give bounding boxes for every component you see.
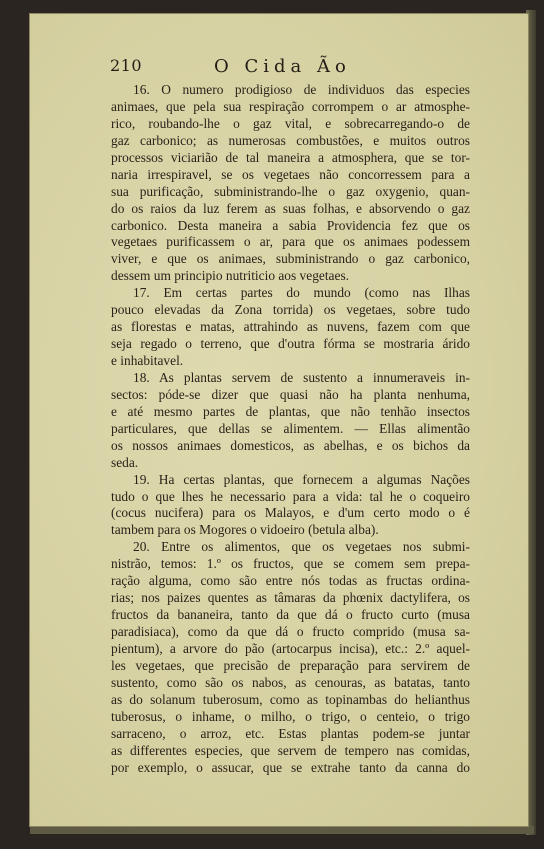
text-line: paradisiaca), como da que dá o fructo comprido (musa sa- <box>111 624 470 639</box>
text-line: e inhabitavel. <box>111 353 184 368</box>
text-line: e até mesmo partes de plantas, que não tenhão insectos <box>111 403 470 419</box>
text-line: seja regado o terreno, que d'outra fórma se mostraria árido <box>111 336 470 352</box>
page-number: 210 <box>110 56 143 75</box>
text-line: naria irrespiravel, se os vegetaes não concorressem para a <box>111 166 470 182</box>
text-line: gaz carbonico; as numerosas combustões, e muitos outros <box>111 132 470 148</box>
text-line: as florestas e matas, attrahindo as nuvens, fazem com que <box>111 319 470 335</box>
text-line: 16. O numero prodigioso de individuos das especies <box>133 82 470 97</box>
text-line: sarraceno, o arroz, etc. Estas plantas podem-se juntar <box>111 725 470 741</box>
running-title: O Cida Ão <box>214 56 351 77</box>
text-line: por exemplo, o assucar, que se extrahe tanto da canna do <box>111 759 470 775</box>
text-line: processos viciarião de tal maneira a atmosphera, que se tor- <box>111 149 470 165</box>
text-line: as do solanum tuberosum, como as topinambas do helianthus <box>111 691 470 707</box>
text-line: ração alguma, como são entre nós todas as fructas ordina- <box>111 573 470 589</box>
text-line: 19. Ha certas plantas, que fornecem a algumas Nações <box>133 471 470 487</box>
text-line: viver, e que os animaes, subministrando o gaz carbonico, <box>111 251 470 267</box>
text-line: 20. Entre os alimentos, que os vegetaes nos submi- <box>133 539 470 555</box>
text-line: rias; nos paizes quentes as tâmaras da phœnix dactylifera, os <box>111 590 470 606</box>
text-line: fructos da bananeira, tanto da que dá o fructo curto (musa <box>111 607 470 623</box>
text-line: carbonico. Desta maneira a sabia Providencia fez que os <box>111 217 470 233</box>
text-line: rico, roubando-lhe o gaz vital, e sobrecarregando-o de <box>111 115 470 131</box>
text-line: tuberosus, o inhame, o milho, o trigo, o centeio, o trigo <box>111 708 470 724</box>
text-line: os nossos animaes domesticos, as abelhas, e os bichos da <box>111 437 470 453</box>
text-line: pientum), a arvore do pão (artocarpus incisa), etc.: 2.º aquel- <box>111 640 470 656</box>
text-line: (cocus nucifera) para os Malayos, e d'um certo modo o é <box>111 505 470 521</box>
text-line: sustento, como são os nabos, as cenouras, as batatas, tanto <box>111 674 470 690</box>
text-line: pouco elevadas da Zona torrida) os vegetaes, sobre tudo <box>111 302 470 318</box>
text-line: particulares, que dellas se alimentem. — Ellas alimentão <box>111 420 470 436</box>
text-line: 17. Em certas partes do mundo (como nas Ilhas <box>133 285 470 301</box>
text-line: nistrão, temos: 1.º os fructos, que se comem sem prepa- <box>111 556 470 572</box>
text-line: sua purificação, subministrando-lhe o gaz oxygenio, quan- <box>111 183 470 199</box>
text-line: vegetaes purificassem o ar, para que os animaes podessem <box>111 234 470 250</box>
text-line: do os raios da luz ferem as suas folhas, e absorvendo o gaz <box>111 200 470 216</box>
text-line: tambem para os Mogores o vidoeiro (betula alba). <box>111 522 379 538</box>
text-line: as differentes especies, que servem de tempero nas comidas, <box>111 742 470 758</box>
text-line: animaes, que pela sua respiração corrompem o ar atmosphe- <box>111 98 470 114</box>
text-line: seda. <box>111 454 139 470</box>
text-line: dessem um principio nutriticio aos vegetaes. <box>111 268 349 284</box>
body-text <box>111 82 470 776</box>
text-line: tudo o que lhes he necessario para a vida: tal he o coqueiro <box>111 488 470 504</box>
page-header <box>110 56 490 80</box>
page-edge-bottom <box>30 826 534 834</box>
text-line: sectos: póde-se dizer que quasi não ha planta nenhuma, <box>111 386 470 402</box>
text-line: les vegetaes, que precisão de preparação para servirem de <box>111 657 470 673</box>
text-line: 18. As plantas servem de sustento a innumeraveis in- <box>133 369 470 385</box>
